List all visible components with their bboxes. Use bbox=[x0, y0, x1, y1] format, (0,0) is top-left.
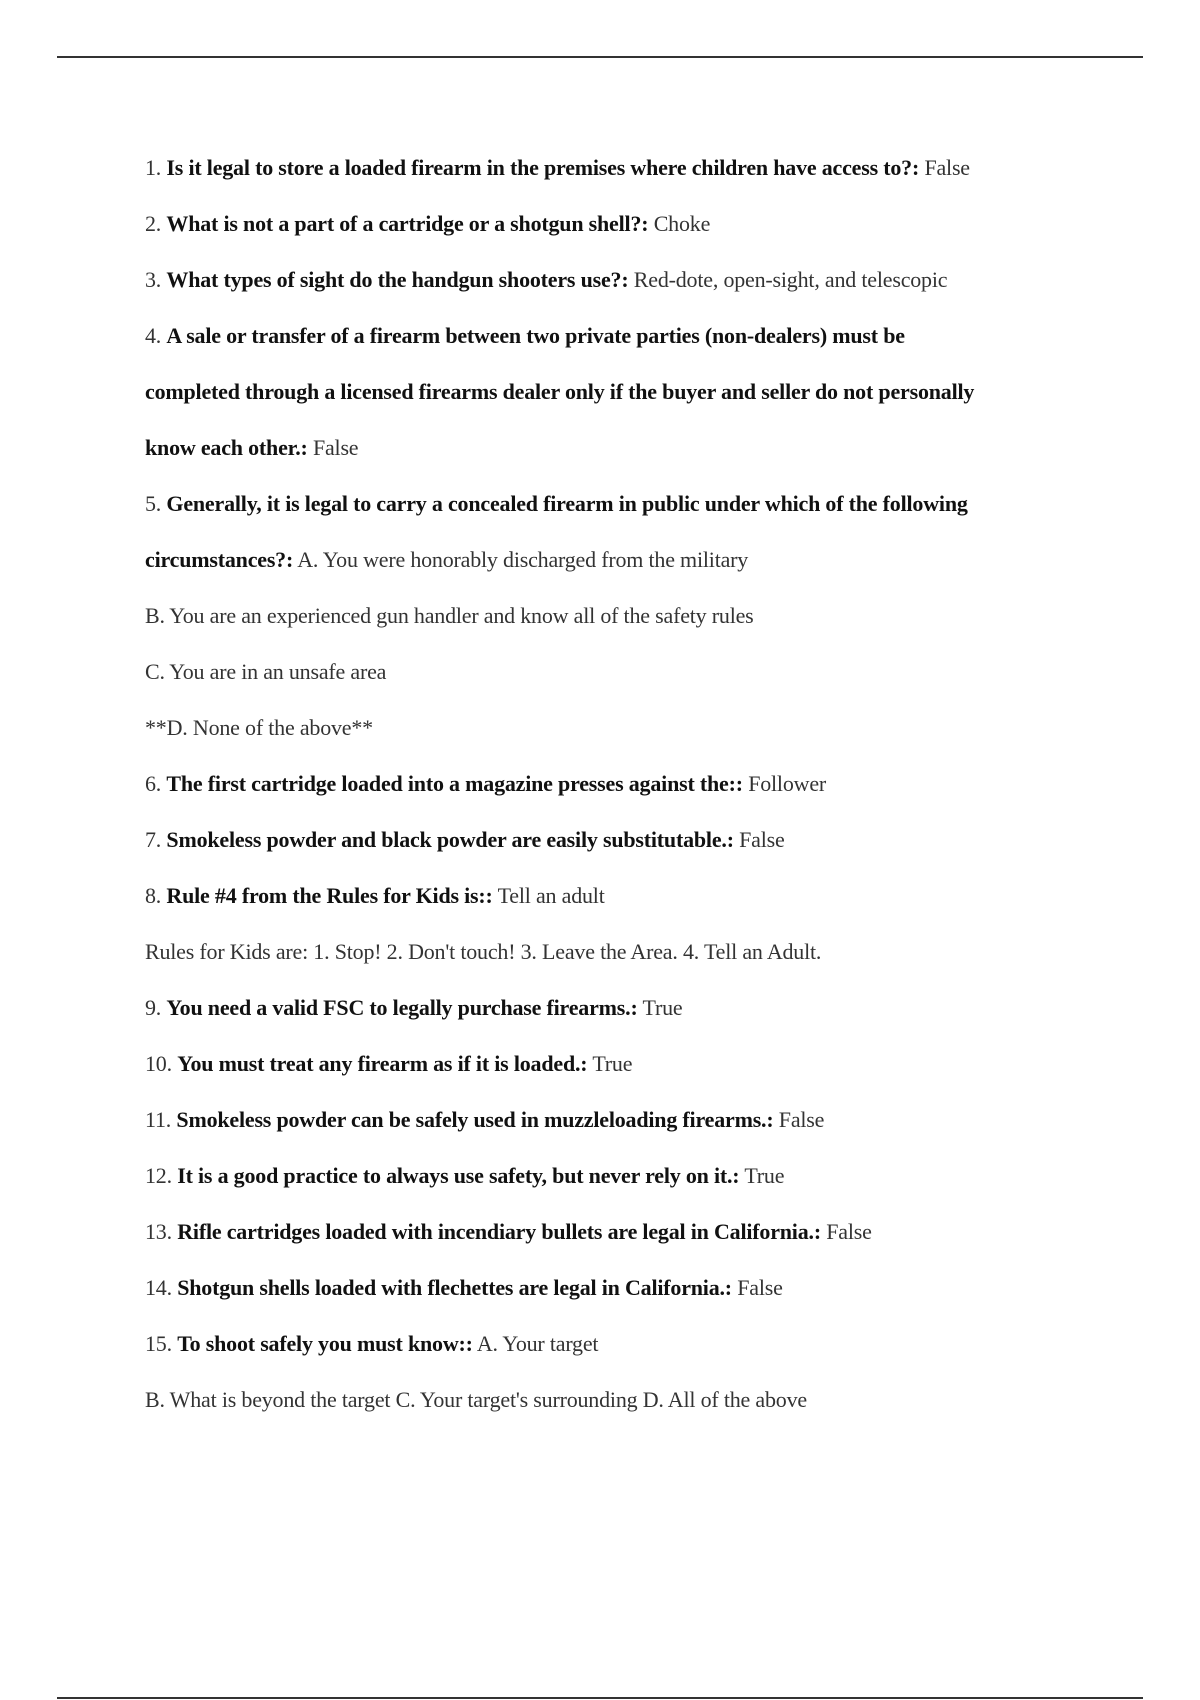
quiz-line bbox=[145, 196, 1085, 252]
answer-text: A. You were honorably discharged from the military bbox=[297, 547, 749, 572]
question-text: What types of sight do the handgun shooters use?: bbox=[166, 267, 629, 292]
quiz-content bbox=[145, 140, 1085, 1428]
question-number: 6. bbox=[145, 771, 162, 796]
answer-text: True bbox=[642, 995, 683, 1020]
quiz-line bbox=[145, 868, 1085, 924]
question-number: 7. bbox=[145, 827, 162, 852]
question-text: Smokeless powder can be safely used in muzzleloading firearms.: bbox=[176, 1107, 774, 1132]
quiz-line bbox=[145, 1204, 1085, 1260]
answer-text: Follower bbox=[748, 771, 827, 796]
question-number: 13. bbox=[145, 1219, 172, 1244]
answer-text: **D. None of the above** bbox=[145, 715, 373, 740]
question-number: 12. bbox=[145, 1163, 172, 1188]
quiz-line bbox=[145, 1316, 1085, 1372]
question-text: You need a valid FSC to legally purchase firearms.: bbox=[166, 995, 638, 1020]
quiz-line bbox=[145, 1092, 1085, 1148]
quiz-line bbox=[145, 1036, 1085, 1092]
question-text: The first cartridge loaded into a magazine presses against the:: bbox=[166, 771, 743, 796]
quiz-line bbox=[145, 980, 1085, 1036]
answer-text: Tell an adult bbox=[497, 883, 605, 908]
question-text: circumstances?: bbox=[145, 547, 294, 572]
question-number: 9. bbox=[145, 995, 162, 1020]
answer-text: False bbox=[739, 827, 785, 852]
answer-text: Choke bbox=[653, 211, 711, 236]
question-number: 10. bbox=[145, 1051, 172, 1076]
quiz-line bbox=[145, 756, 1085, 812]
quiz-line bbox=[145, 308, 1085, 364]
question-text: What is not a part of a cartridge or a shotgun shell?: bbox=[166, 211, 649, 236]
question-text: Smokeless powder and black powder are easily substitutable.: bbox=[166, 827, 734, 852]
answer-text: B. What is beyond the target C. Your target's surrounding D. All of the above bbox=[145, 1387, 807, 1412]
question-number: 2. bbox=[145, 211, 162, 236]
quiz-line bbox=[145, 700, 1085, 756]
question-number: 14. bbox=[145, 1275, 172, 1300]
question-text: A sale or transfer of a firearm between two private parties (non-dealers) must be bbox=[166, 323, 905, 348]
question-number: 11. bbox=[145, 1107, 172, 1132]
question-text: It is a good practice to always use safety, but never rely on it.: bbox=[177, 1163, 740, 1188]
quiz-line bbox=[145, 532, 1085, 588]
question-number: 1. bbox=[145, 155, 162, 180]
answer-text: False bbox=[826, 1219, 872, 1244]
quiz-line bbox=[145, 1148, 1085, 1204]
question-text: Rule #4 from the Rules for Kids is:: bbox=[166, 883, 493, 908]
quiz-line bbox=[145, 644, 1085, 700]
answer-text: C. You are in an unsafe area bbox=[145, 659, 387, 684]
question-text: completed through a licensed firearms dealer only if the buyer and seller do not personally bbox=[145, 379, 975, 404]
question-number: 4. bbox=[145, 323, 162, 348]
answer-text: Rules for Kids are: 1. Stop! 2. Don't touch! 3. Leave the Area. 4. Tell an Adult. bbox=[145, 939, 822, 964]
answer-text: True bbox=[744, 1163, 785, 1188]
question-text: Shotgun shells loaded with flechettes are legal in California.: bbox=[177, 1275, 732, 1300]
answer-text: False bbox=[778, 1107, 825, 1132]
question-text: Generally, it is legal to carry a concealed firearm in public under which of the following bbox=[166, 491, 968, 516]
question-number: 15. bbox=[145, 1331, 172, 1356]
question-text: Rifle cartridges loaded with incendiary bullets are legal in California.: bbox=[177, 1219, 821, 1244]
question-number: 5. bbox=[145, 491, 162, 516]
quiz-line bbox=[145, 812, 1085, 868]
answer-text: False bbox=[737, 1275, 783, 1300]
quiz-line bbox=[145, 1260, 1085, 1316]
question-text: To shoot safely you must know:: bbox=[177, 1331, 473, 1356]
answer-text: False bbox=[924, 155, 970, 180]
answer-text: A. Your target bbox=[476, 1331, 599, 1356]
quiz-line bbox=[145, 1372, 1085, 1428]
question-text: Is it legal to store a loaded firearm in the premises where children have access to?: bbox=[166, 155, 920, 180]
quiz-line bbox=[145, 140, 1085, 196]
quiz-line bbox=[145, 252, 1085, 308]
top-rule bbox=[57, 56, 1143, 58]
quiz-line bbox=[145, 476, 1085, 532]
question-number: 8. bbox=[145, 883, 162, 908]
question-text: know each other.: bbox=[145, 435, 308, 460]
quiz-line bbox=[145, 364, 1085, 420]
answer-text: Red-dote, open-sight, and telescopic bbox=[633, 267, 948, 292]
question-text: You must treat any firearm as if it is loaded.: bbox=[177, 1051, 588, 1076]
bottom-rule bbox=[57, 1697, 1143, 1699]
answer-text: B. You are an experienced gun handler and know all of the safety rules bbox=[145, 603, 754, 628]
quiz-line bbox=[145, 588, 1085, 644]
quiz-line bbox=[145, 924, 1085, 980]
answer-text: False bbox=[312, 435, 359, 460]
question-number: 3. bbox=[145, 267, 162, 292]
answer-text: True bbox=[592, 1051, 633, 1076]
quiz-line bbox=[145, 420, 1085, 476]
